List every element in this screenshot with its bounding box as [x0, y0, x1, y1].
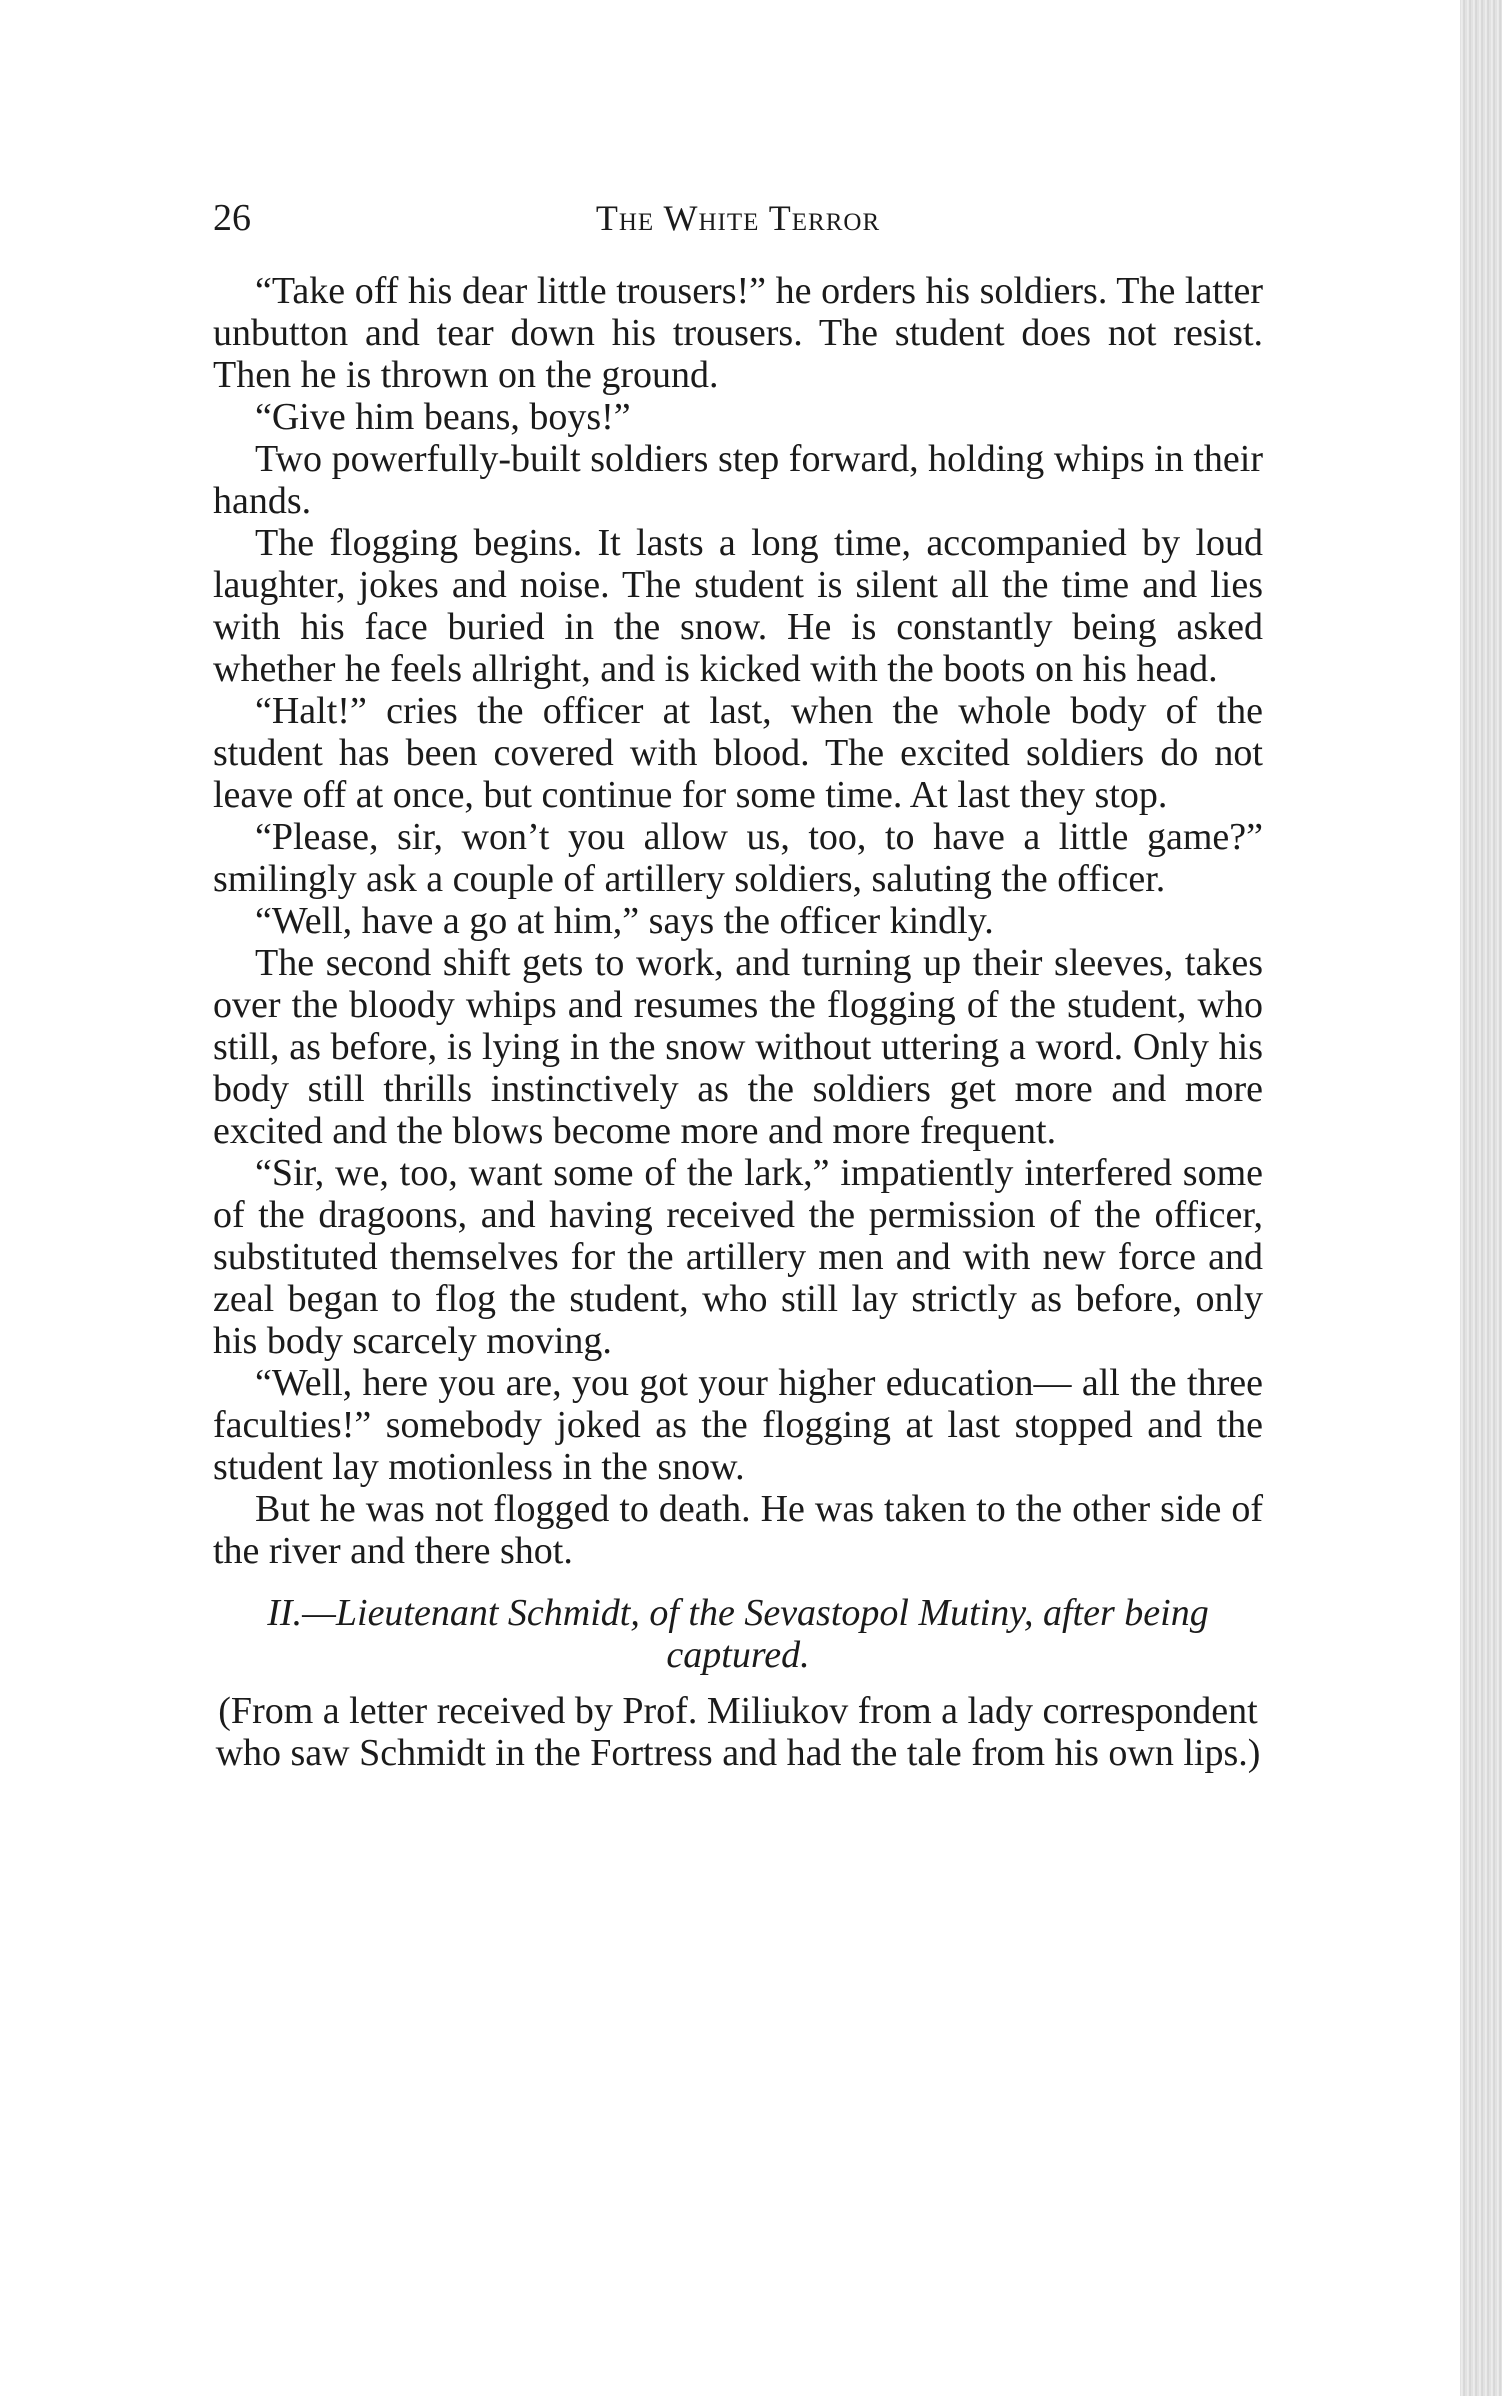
paragraph: “Well, here you are, you got your higher education— all the three faculties!” somebody joked as the flogging at last stopped and the student lay motionless in the snow. — [213, 1362, 1263, 1488]
paragraph: But he was not flogged to death. He was taken to the other side of the river and there shot. — [213, 1488, 1263, 1572]
paragraph: The flogging begins. It lasts a long time, accompanied by loud laughter, jokes and noise. The student is silent all the time and lies with his face buried in the snow. He is constantly being asked whether he feels allright, and is kicked with the boots on his head. — [213, 522, 1263, 690]
page-edge-shadow — [1460, 0, 1502, 2396]
paragraph: “Take off his dear little trousers!” he orders his soldiers. The latter unbutton and tear down his trousers. The student does not resist. Then he is thrown on the ground. — [213, 270, 1263, 396]
running-title: The White Terror — [595, 198, 881, 238]
paragraph: “Halt!” cries the officer at last, when the whole body of the student has been covered with blood. The excited soldiers do not leave off at once, but continue for some time. At last they stop. — [213, 690, 1263, 816]
paragraph: “Well, have a go at him,” says the officer kindly. — [255, 900, 994, 942]
body-text — [213, 270, 1263, 1774]
section-heading: II.—Lieutenant Schmidt, of the Sevastopol Mutiny, after being captured. — [267, 1592, 1209, 1676]
paragraph: The second shift gets to work, and turning up their sleeves, takes over the bloody whips and resumes the flogging of the student, who still, as before, is lying in the snow without uttering a word. Only his body still thrills instinctively as the soldiers get more and more excited and the blows become more and more frequent. — [213, 942, 1263, 1152]
paragraph: “Sir, we, too, want some of the lark,” impatiently interfered some of the dragoons, and having received the permission of the officer, substituted themselves for the artillery men and with new force and zeal began to flog the student, who still lay strictly as before, only his body scarcely moving. — [213, 1152, 1263, 1362]
paragraph: Two powerfully-built soldiers step forward, holding whips in their hands. — [213, 438, 1263, 522]
paragraph: “Give him beans, boys!” — [255, 396, 631, 438]
page-header — [213, 193, 1263, 243]
paragraph: “Please, sir, won’t you allow us, too, to have a little game?” smilingly ask a couple of artillery soldiers, saluting the officer. — [213, 816, 1263, 900]
page-number: 26 — [213, 197, 251, 239]
source-note: (From a letter received by Prof. Miliukov from a lady correspondent who saw Schmidt in the Fortress and had the tale from his own lips.) — [215, 1690, 1261, 1774]
